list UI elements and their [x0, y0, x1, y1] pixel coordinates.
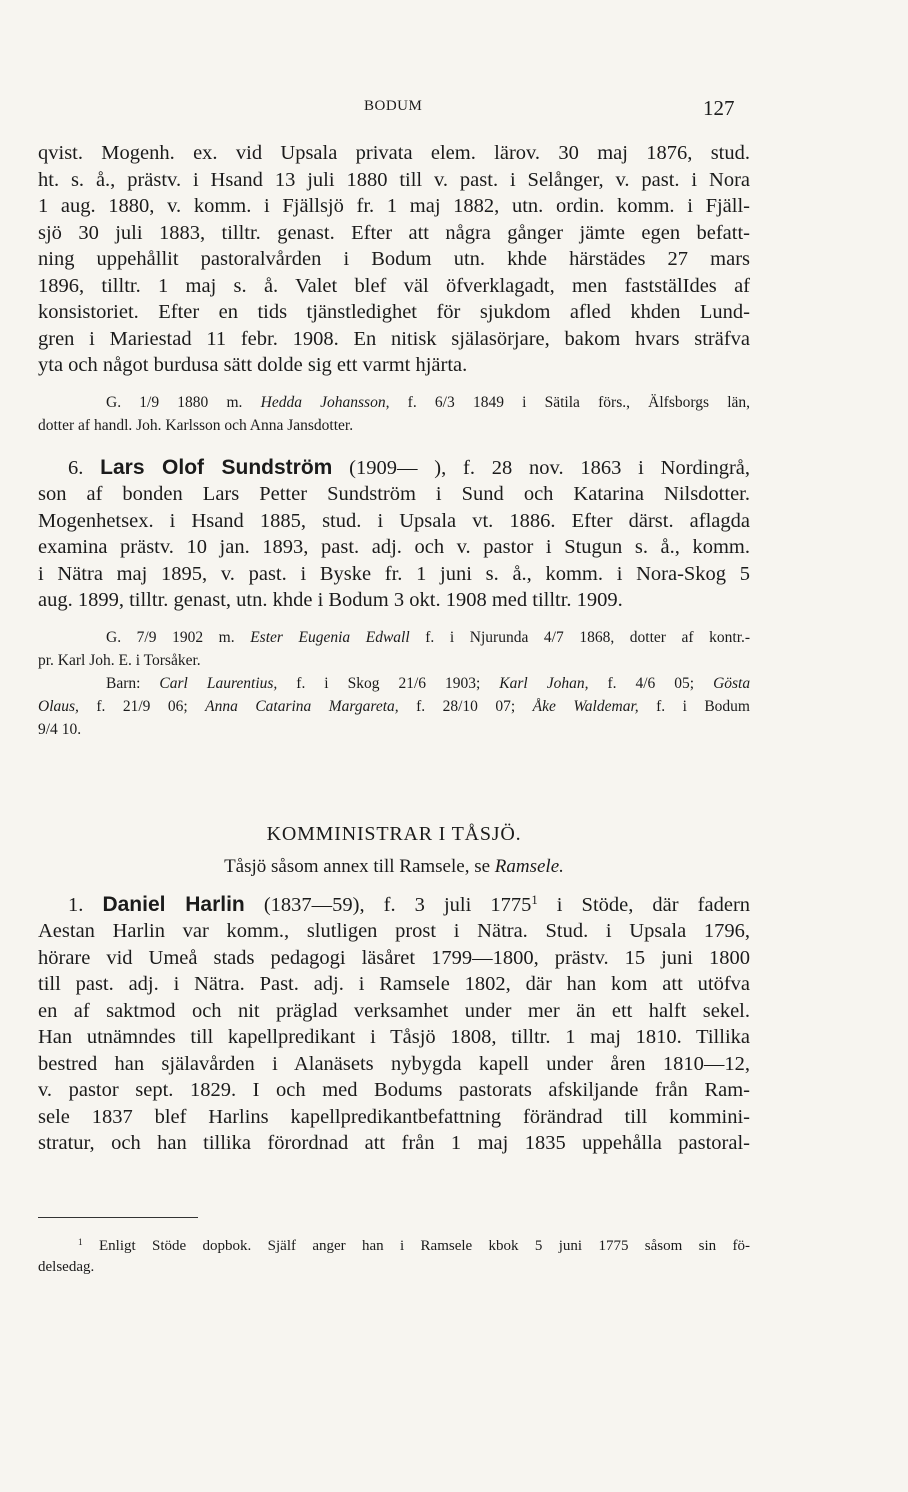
date-fraction: 21/9 — [122, 697, 151, 715]
marriage-note-2 — [38, 626, 750, 741]
text-line: dotter af handl. Joh. Karlsson och Anna Jansdotter. — [38, 416, 354, 434]
note-text: Barn: — [106, 674, 141, 692]
note-text: G. — [106, 628, 122, 646]
text-line: ning uppehållit pastoralvården i Bodum utn. khde härstädes 27 mars — [38, 248, 750, 270]
person-name: Hedda Johansson, — [260, 393, 390, 411]
entry-number: 1. — [68, 893, 84, 916]
text-line: ht. s. å., prästv. i Hsand 13 juli 1880 till v. past. i Selånger, v. past. i Nora — [38, 168, 750, 191]
text-line: examina prästv. 10 jan. 1893, past. adj. och v. pastor i Stugun s. å., komm. — [38, 536, 750, 558]
text-line: sele 1837 blef Harlins kapellpredikantbefattning förändrad till kommini- — [38, 1105, 750, 1128]
text-line: qvist. Mogenh. ex. vid Upsala privata elem. lärov. 30 maj 1876, stud. — [38, 142, 750, 164]
text-line: konsistoriet. Efter en tids tjänstledighet för sjukdom afled khden Lund- — [38, 301, 750, 323]
section-heading-block — [38, 823, 750, 878]
text-line — [106, 391, 750, 414]
text-line — [38, 455, 750, 482]
date-fraction: 21/6 — [398, 674, 427, 692]
note-text: 1868, dotter af kontr.- — [579, 628, 751, 646]
note-text: 10. — [61, 720, 82, 738]
entry-text: i Stöde, där fadern — [556, 893, 751, 916]
footnote-line: delsedag. — [38, 1259, 95, 1275]
note-text: 1903; — [445, 674, 481, 692]
entry-1 — [38, 892, 750, 1157]
date-fraction: 4/6 — [635, 674, 656, 692]
child-name: Karl Johan, — [499, 674, 589, 692]
note-text: f. i Njurunda — [425, 628, 529, 646]
footnote-text: Enligt Stöde dopbok. Själf anger han i Ramsele kbok 5 juni 1775 såsom sin fö- — [99, 1238, 751, 1254]
entry-text: (1909— ), f. 28 nov. 1863 i Nordingrå, — [349, 456, 751, 479]
date-fraction: 6/3 — [434, 393, 455, 411]
note-text: f. i Bodum — [656, 697, 750, 715]
footnote-number: 1 — [78, 1237, 83, 1248]
footnote — [38, 1236, 750, 1278]
text-line: stratur, och han tillika förordnad att från 1 maj 1835 uppehålla pastoral- — [38, 1132, 750, 1154]
text-line: 1 aug. 1880, v. komm. i Fjällsjö fr. 1 maj 1882, utn. ordin. komm. i Fjäll- — [38, 195, 750, 217]
person-name-heading: Lars Olof Sundström — [100, 455, 333, 479]
date-fraction: 7/9 — [136, 628, 157, 646]
text-line: en af saktmod och nit präglad verksamhet under mer än ett halft sekel. — [38, 999, 750, 1022]
date-fraction: 9/4 — [38, 720, 58, 738]
text-line: 1896, tilltr. 1 maj s. å. Valet blef väl öfverklagadt, men faststälIdes af — [38, 274, 750, 297]
text-line: son af bonden Lars Petter Sundström i Sund och Katarina Nilsdotter. — [38, 483, 750, 505]
page-header — [0, 98, 908, 122]
paragraph-biography-continued — [38, 140, 750, 379]
page-number: 127 — [703, 96, 735, 120]
text-line: Aestan Harlin var komm., slutligen prost i Nätra. Stud. i Upsala 1796, — [38, 920, 750, 942]
child-name: Gösta — [713, 674, 751, 692]
section-heading: KOMMINISTRAR I TÅSJÖ. — [266, 822, 522, 845]
text-line: till past. adj. i Nätra. Past. adj. i Ramsele 1802, där han kom att utöfva — [38, 973, 750, 995]
text-line: yta och något burdusa sätt dolde sig ett varmt hjärta. — [38, 354, 468, 376]
note-text: 07; — [495, 697, 516, 715]
text-line — [38, 695, 750, 718]
text-line: hörare vid Umeå stads pedagogi läsåret 1799—1800, prästv. 15 juni 1800 — [38, 946, 750, 969]
running-head: BODUM — [364, 98, 423, 114]
person-name: Ester Eugenia Edwall — [250, 628, 410, 646]
note-text: f. — [607, 674, 617, 692]
person-name-heading: Daniel Harlin — [102, 892, 245, 916]
text-line — [38, 672, 750, 695]
note-text: 1902 m. — [172, 628, 235, 646]
note-text: 1849 i Sätila förs., Älfsborgs län, — [472, 393, 751, 411]
text-line: gren i Mariestad 11 febr. 1908. En nitisk själasörjare, bakom hvars sträfva — [38, 327, 750, 350]
text-line: Han utnämndes till kapellpredikant i Tåsjö 1808, tilltr. 1 maj 1810. Tillika — [38, 1026, 750, 1048]
child-name: Carl Laurentius, — [159, 674, 278, 692]
note-text: 06; — [167, 697, 188, 715]
marriage-note-1 — [38, 391, 750, 437]
child-name: Anna Catarina Margareta, — [205, 697, 399, 715]
note-text: f. — [407, 393, 417, 411]
note-text: f. — [96, 697, 106, 715]
page-body — [38, 140, 750, 1157]
text-line: bestred han själavården i Alanäsets nybygda kapell under åren 1810—12, — [38, 1052, 750, 1075]
text-line: sjö 30 juli 1883, tilltr. genast. Efter att några gånger jämte egen befatt- — [38, 221, 750, 244]
date-fraction: 28/10 — [442, 697, 478, 715]
text-line: v. pastor sept. 1829. I och med Bodums pastorats afskiljande från Ram- — [38, 1079, 750, 1101]
footnote-line — [38, 1236, 750, 1257]
text-line: Mogenhetsex. i Hsand 1885, stud. i Upsala vt. 1886. Efter därst. aflagda — [38, 509, 750, 532]
child-name: Åke Waldemar, — [532, 697, 639, 715]
section-subheading — [38, 856, 750, 878]
entry-6 — [38, 455, 750, 614]
text-line — [38, 892, 750, 919]
text-line: i Nätra maj 1895, v. past. i Byske fr. 1 juni s. å., komm. i Nora-Skog 5 — [38, 562, 750, 585]
note-text: f. i Skog — [296, 674, 380, 692]
note-text: 05; — [674, 674, 695, 692]
cross-reference: Ramsele. — [494, 855, 564, 877]
subheading-text: Tåsjö såsom annex till Ramsele, se — [224, 855, 491, 877]
footnote-divider — [38, 1217, 198, 1218]
text-line — [38, 626, 750, 649]
entry-text: (1837—59), f. 3 juli 1775 — [263, 893, 532, 916]
date-fraction: 1/9 — [139, 393, 160, 411]
note-text: G. — [106, 393, 122, 411]
entry-number: 6. — [68, 456, 84, 479]
text-line: pr. Karl Joh. E. i Torsåker. — [38, 651, 201, 669]
footnote-marker: 1 — [531, 892, 538, 907]
child-name: Olaus, — [38, 697, 79, 715]
note-text: f. — [416, 697, 426, 715]
note-text: 1880 m. — [177, 393, 243, 411]
text-line — [38, 718, 750, 741]
date-fraction: 4/7 — [543, 628, 564, 646]
text-line: aug. 1899, tilltr. genast, utn. khde i Bodum 3 okt. 1908 med tilltr. 1909. — [38, 589, 623, 611]
